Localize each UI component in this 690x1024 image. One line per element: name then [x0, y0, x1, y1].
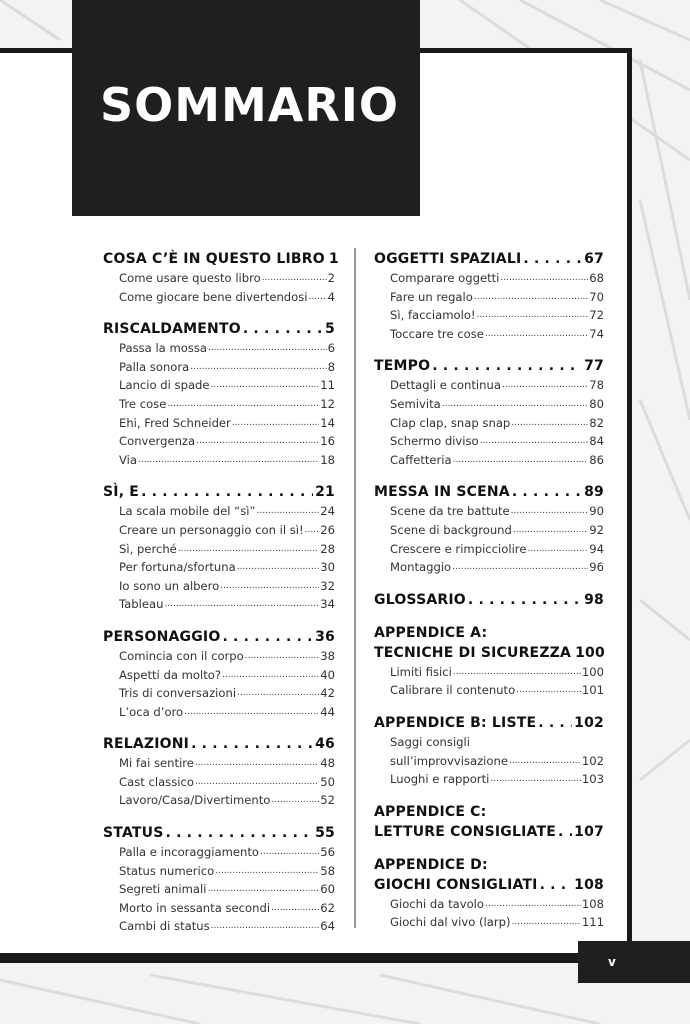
entry-page: 6: [327, 341, 335, 356]
section-page: 89: [584, 484, 604, 501]
entry-title: Lancio di spade: [119, 378, 210, 393]
entry-title: Schermo diviso: [390, 434, 479, 449]
toc-entry[interactable]: [103, 880, 335, 899]
toc-entry[interactable]: [103, 451, 335, 470]
dot-leader: [256, 502, 319, 521]
dot-leader: [500, 269, 588, 288]
section-page: 36: [315, 628, 335, 645]
entry-page: 48: [320, 756, 335, 771]
section-page: 108: [574, 876, 604, 893]
section-heading[interactable]: [374, 643, 604, 663]
dot-leader: [511, 414, 588, 433]
dot-leader: [195, 773, 319, 792]
dot-leader: [191, 734, 313, 754]
entry-title: Ehi, Fred Schneider: [119, 415, 231, 430]
dot-leader: [516, 681, 581, 700]
toc-entry[interactable]: [103, 414, 335, 433]
entry-page: 2: [327, 271, 335, 285]
toc-entry[interactable]: [374, 432, 604, 451]
entry-title: Tableau: [119, 597, 164, 612]
dot-leader: [141, 482, 313, 502]
section-title: PERSONAGGIO: [103, 628, 221, 645]
section-heading[interactable]: [374, 875, 604, 895]
toc-entry[interactable]: [103, 577, 335, 596]
page-number-tab: [578, 941, 690, 983]
dot-leader: [207, 880, 319, 899]
entry-title: Palla sonora: [119, 359, 190, 374]
entry-title: Dettagli e continua: [390, 378, 501, 393]
dot-leader: [512, 482, 582, 502]
entry-title: Calibrare il contenuto: [390, 683, 516, 698]
section-heading[interactable]: [374, 590, 604, 610]
dot-leader: [442, 395, 588, 414]
toc-entry[interactable]: [103, 773, 335, 792]
toc-entry[interactable]: [103, 521, 335, 540]
toc-left-column: [103, 249, 339, 936]
toc-entry[interactable]: [103, 843, 335, 862]
entry-page: 40: [320, 667, 335, 682]
section-title: GLOSSARIO: [374, 591, 466, 608]
section-page: 1: [328, 251, 339, 267]
entry-page: 101: [581, 683, 604, 698]
dot-leader: [138, 451, 319, 470]
toc-entry[interactable]: [374, 558, 604, 577]
entry-page: 78: [589, 378, 604, 393]
dot-leader: [262, 269, 327, 288]
toc-entry[interactable]: [103, 862, 335, 881]
entry-title: Cambi di status: [119, 919, 210, 934]
entry-title: Semivita: [390, 396, 441, 411]
section-page: 107: [574, 823, 604, 840]
entry-page: 74: [589, 326, 604, 341]
section-page: 46: [315, 736, 335, 753]
toc-entry[interactable]: [103, 558, 335, 577]
section-page: 5: [325, 321, 335, 338]
section-heading[interactable]: [103, 823, 335, 843]
toc-entry[interactable]: [103, 432, 335, 451]
toc-entry[interactable]: [103, 339, 335, 358]
entry-title: Comincia con il corpo: [119, 648, 244, 663]
dot-leader: [527, 540, 588, 559]
entry-page: 38: [320, 648, 335, 663]
toc-entry[interactable]: [374, 451, 604, 470]
dot-leader: [237, 558, 320, 577]
section-title: APPENDICE B: LISTE: [374, 714, 537, 731]
entry-page: 58: [320, 863, 335, 878]
section-title: RELAZIONI: [103, 736, 190, 753]
section-title-line: APPENDICE D:: [374, 856, 488, 873]
entry-title: Sì, perché: [119, 541, 177, 556]
toc-entry[interactable]: [103, 791, 335, 810]
page-number: v: [608, 955, 616, 969]
dot-leader: [452, 558, 588, 577]
section-page: 98: [584, 591, 604, 608]
dot-leader: [245, 647, 319, 666]
entry-title: Io sono un albero: [119, 578, 220, 593]
entry-title: Montaggio: [390, 560, 452, 575]
dot-leader: [260, 843, 319, 862]
entry-title: Aspetti da molto?: [119, 667, 222, 682]
section-heading[interactable]: [103, 249, 339, 269]
entry-page: 32: [320, 578, 335, 593]
dot-leader: [490, 770, 581, 789]
toc-entry[interactable]: [374, 414, 604, 433]
dot-leader: [474, 288, 588, 307]
dot-leader: [222, 666, 319, 685]
section-title: SÌ, E: [103, 484, 140, 501]
toc-entry[interactable]: [374, 325, 604, 344]
section-page: 21: [315, 484, 335, 501]
entry-title: Sì, facciamolo!: [390, 308, 476, 323]
entry-page: 44: [320, 704, 335, 719]
section-page: 67: [584, 251, 604, 267]
toc-entry[interactable]: [103, 703, 335, 722]
entry-title: Clap clap, snap snap: [390, 415, 511, 430]
entry-title: Crescere e rimpicciolire: [390, 541, 527, 556]
entry-page: 68: [589, 271, 604, 285]
dot-leader: [164, 595, 319, 614]
entry-page: 84: [589, 434, 604, 449]
entry-page: 64: [320, 919, 335, 934]
dot-leader: [184, 703, 319, 722]
toc-entry[interactable]: [374, 288, 604, 307]
section-heading[interactable]: [103, 482, 335, 502]
dot-leader: [167, 395, 319, 414]
toc-entry[interactable]: [103, 358, 335, 377]
entry-page: 70: [589, 289, 604, 304]
entry-title: Scene di background: [390, 522, 512, 537]
dot-leader: [512, 913, 581, 932]
entry-title: Morto in sessanta secondi: [119, 900, 271, 915]
entry-page: 4: [327, 289, 335, 304]
entry-page: 62: [320, 900, 335, 915]
toc-entry[interactable]: [374, 395, 604, 414]
toc-entry[interactable]: [374, 540, 604, 559]
dot-leader: [237, 684, 319, 703]
dot-leader: [513, 521, 588, 540]
section-title-line: APPENDICE C:: [374, 803, 487, 820]
entry-page: 72: [589, 308, 604, 323]
entry-title: Lavoro/Casa/Divertimento: [119, 793, 271, 808]
entry-page: 102: [581, 753, 604, 768]
entry-page: 103: [581, 772, 604, 787]
section-title: OGGETTI SPAZIALI: [374, 251, 522, 267]
entry-page: 26: [320, 522, 335, 537]
entry-title: Via: [119, 452, 138, 467]
title-block: [72, 0, 420, 216]
entry-title: Cast classico: [119, 774, 194, 789]
entry-page: 86: [589, 452, 604, 467]
toc-entry[interactable]: [103, 269, 335, 288]
column-divider: [354, 248, 356, 928]
dot-leader: [477, 306, 589, 325]
entry-page: 12: [320, 396, 335, 411]
dot-leader: [195, 754, 319, 773]
entry-title: Mi fai sentire: [119, 756, 194, 771]
section-title: STATUS: [103, 825, 164, 842]
section-heading[interactable]: [374, 249, 604, 269]
toc-entry[interactable]: [374, 306, 604, 325]
entry-title: Scene da tre battute: [390, 504, 510, 519]
page-title: SOMMARIO: [100, 78, 400, 132]
entry-page: 30: [320, 560, 335, 575]
entry-title: L’oca d’oro: [119, 704, 184, 719]
toc-entry[interactable]: [103, 899, 335, 918]
dot-leader: [271, 899, 319, 918]
toc-entry[interactable]: [103, 395, 335, 414]
entry-title: Come giocare bene divertendosi: [119, 289, 308, 304]
section-title: MESSA IN SCENA: [374, 484, 510, 501]
entry-title: sull’improvvisazione: [390, 753, 508, 768]
toc-entry[interactable]: [103, 502, 335, 521]
toc-entry[interactable]: [374, 521, 604, 540]
entry-title: Giochi da tavolo: [390, 896, 484, 911]
entry-page: 60: [320, 882, 335, 897]
entry-title: Fare un regalo: [390, 289, 473, 304]
entry-title: Convergenza: [119, 434, 196, 449]
dot-leader: [211, 376, 320, 395]
entry-page: 11: [320, 378, 335, 393]
dot-leader: [485, 325, 588, 344]
dot-leader: [196, 432, 319, 451]
section-heading[interactable]: [374, 713, 604, 733]
entry-title: Come usare questo libro: [119, 271, 261, 285]
dot-leader: [468, 590, 582, 610]
dot-leader: [538, 713, 572, 733]
dot-leader: [190, 358, 326, 377]
entry-title: La scala mobile del “sì”: [119, 504, 256, 519]
entry-title: Luoghi e rapporti: [390, 772, 490, 787]
entry-title: Tris di conversazioni: [119, 686, 237, 701]
toc-entry[interactable]: [374, 895, 604, 914]
entry-title: Palla e incoraggiamento: [119, 845, 259, 860]
entry-title: Toccare tre cose: [390, 326, 484, 341]
dot-leader: [305, 521, 320, 540]
entry-page: 82: [589, 415, 604, 430]
dot-leader: [309, 288, 327, 307]
toc-right-column: [374, 249, 604, 932]
dot-leader: [511, 502, 589, 521]
entry-page: 92: [589, 522, 604, 537]
entry-title: Tre cose: [119, 396, 167, 411]
entry-title: Segreti animali: [119, 882, 207, 897]
toc-entry[interactable]: [103, 684, 335, 703]
section-title-line: APPENDICE A:: [374, 624, 488, 641]
toc-entry[interactable]: [103, 917, 335, 936]
entry-page: 16: [320, 434, 335, 449]
entry-page: 34: [320, 597, 335, 612]
entry-title: Passa la mossa: [119, 341, 208, 356]
dot-leader: [243, 319, 323, 339]
entry-page: 24: [320, 504, 335, 519]
section-heading[interactable]: [374, 822, 604, 842]
entry-page: 100: [581, 664, 604, 679]
dot-leader: [509, 752, 581, 771]
entry-page: 94: [589, 541, 604, 556]
toc-entry[interactable]: [374, 663, 604, 682]
entry-title: Giochi dal vivo (larp): [390, 915, 511, 930]
dot-leader: [215, 862, 319, 881]
toc-entry[interactable]: [374, 502, 604, 521]
dot-leader: [502, 376, 588, 395]
dot-leader: [485, 895, 581, 914]
toc-entry[interactable]: [103, 376, 335, 395]
toc-entry[interactable]: [374, 376, 604, 395]
dot-leader: [558, 822, 572, 842]
dot-leader: [523, 249, 582, 269]
section-page: 55: [315, 825, 335, 842]
section-title: TECNICHE DI SICUREZZA: [374, 644, 572, 661]
dot-leader: [208, 339, 327, 358]
entry-page: 111: [581, 915, 604, 930]
toc-entry[interactable]: [103, 540, 335, 559]
dot-leader: [211, 917, 320, 936]
dot-leader: [453, 451, 589, 470]
toc-entry[interactable]: [103, 647, 335, 666]
entry-title: Caffetteria: [390, 452, 452, 467]
entry-page: 108: [581, 896, 604, 911]
entry-page: 8: [327, 359, 335, 374]
entry-page: 42: [320, 686, 335, 701]
section-page: 102: [574, 714, 604, 731]
section-page: 77: [584, 358, 604, 375]
toc-entry[interactable]: [374, 681, 604, 700]
entry-title: Comparare oggetti: [390, 271, 500, 285]
entry-title: Status numerico: [119, 863, 215, 878]
section-heading[interactable]: [103, 627, 335, 647]
toc-entry[interactable]: [374, 269, 604, 288]
section-heading[interactable]: [374, 356, 604, 376]
entry-title: Creare un personaggio con il sì!: [119, 522, 304, 537]
entry-title: Per fortuna/sfortuna: [119, 560, 236, 575]
dot-leader: [480, 432, 589, 451]
dot-leader: [540, 875, 573, 895]
dot-leader: [222, 627, 313, 647]
section-title: COSA C’È IN QUESTO LIBRO: [103, 251, 325, 267]
toc-entry[interactable]: [374, 770, 604, 789]
entry-page: 50: [320, 774, 335, 789]
section-title: RISCALDAMENTO: [103, 321, 241, 338]
entry-page: 90: [589, 504, 604, 519]
dot-leader: [271, 791, 319, 810]
toc-entry[interactable]: [374, 752, 604, 771]
toc-entry-line: Saggi consigli: [390, 734, 470, 749]
toc-entry[interactable]: [374, 913, 604, 932]
entry-page: 96: [589, 560, 604, 575]
entry-title: Limiti fisici: [390, 664, 452, 679]
entry-page: 80: [589, 396, 604, 411]
entry-page: 52: [320, 793, 335, 808]
section-heading[interactable]: [103, 319, 335, 339]
entry-page: 14: [320, 415, 335, 430]
section-title: TEMPO: [374, 358, 431, 375]
section-title: GIOCHI CONSIGLIATI: [374, 876, 538, 893]
entry-page: 56: [320, 845, 335, 860]
entry-page: 18: [320, 452, 335, 467]
toc-entry[interactable]: [103, 666, 335, 685]
section-heading[interactable]: [374, 482, 604, 502]
dot-leader: [453, 663, 581, 682]
toc-entry[interactable]: [103, 595, 335, 614]
entry-page: 28: [320, 541, 335, 556]
section-heading[interactable]: [103, 734, 335, 754]
bottom-rule: [0, 958, 578, 963]
dot-leader: [220, 577, 319, 596]
dot-leader: [166, 823, 314, 843]
dot-leader: [232, 414, 319, 433]
section-page: 100: [575, 644, 605, 661]
toc-entry[interactable]: [103, 288, 335, 307]
toc-entry[interactable]: [103, 754, 335, 773]
dot-leader: [432, 356, 582, 376]
section-title: LETTURE CONSIGLIATE: [374, 823, 556, 840]
dot-leader: [178, 540, 319, 559]
